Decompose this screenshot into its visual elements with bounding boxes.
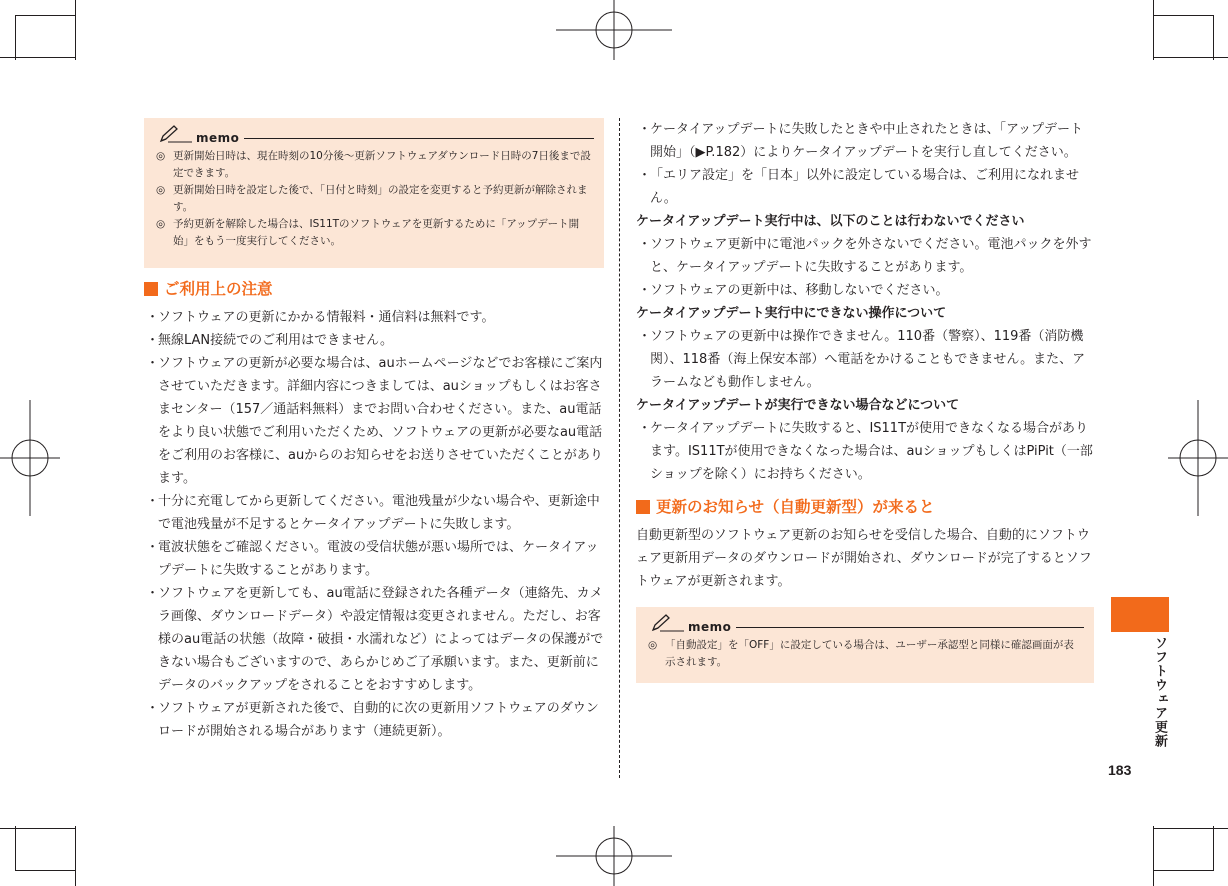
list-item: ・ ソフトウェア更新中に電池パックを外さないでください。電池パックを外すと、ケータイアップデートに失敗することがあります。 [638, 237, 1092, 275]
memo-box-right [636, 607, 1094, 683]
section-title-update-notice: 更新のお知らせ（自動更新型）が来ると [636, 496, 1094, 518]
chapter-tab [1111, 597, 1169, 632]
memo-label: memo [196, 131, 240, 145]
square-bullet-icon [636, 500, 650, 514]
subheading: ケータイアップデート実行中は、以下のことは行わないでください [636, 214, 1025, 229]
right-column [636, 118, 1094, 683]
memo-item: ◎ 予約更新を解除した場合は、IS11Tのソフトウェアを更新するために「アップデート開始」をもう一度実行してください。 [156, 218, 580, 247]
list-item: ・ ケータイアップデートに失敗すると、IS11Tが使用できなくなる場合があります。IS11Tが使用できなくなった場合は、auショップもしくはPiPit（一部ショップを除く）にお持ちください。 [638, 421, 1093, 482]
registration-mark-right [1168, 400, 1228, 516]
list-item: ・ 「エリア設定」を「日本」以外に設定している場合は、ご利用になれません。 [638, 168, 1080, 206]
list-item: ・ ソフトウェアが更新された後で、自動的に次の更新用ソフトウェアのダウンロードが開始される場合があります（連続更新）。 [146, 701, 599, 739]
memo-item: ◎ 更新開始日時は、現在時刻の10分後～更新ソフトウェアダウンロード日時の7日後まで設定できます。 [156, 150, 591, 179]
memo-item: ◎ 「自動設定」を「OFF」に設定している場合は、ユーザー承認型と同様に確認画面が表示されます。 [648, 639, 1074, 668]
subheading: ケータイアップデート実行中にできない操作について [636, 306, 947, 321]
list-item: ・ ソフトウェアの更新にかかる情報料・通信料は無料です。 [146, 310, 495, 325]
memo-rule [736, 627, 1084, 628]
list-item: ・ 無線LAN接続でのご利用はできません。 [146, 333, 393, 348]
subheading: ケータイアップデートが実行できない場合などについて [636, 398, 960, 413]
pencil-icon [158, 124, 194, 144]
memo-label: memo [688, 620, 732, 634]
square-bullet-icon [144, 282, 158, 296]
chapter-tab-label: ソフトウェア更新 [1152, 636, 1167, 748]
memo-box-left [144, 118, 604, 268]
list-item: ・ ソフトウェアの更新中は操作できません。110番（警察）、119番（消防機関）、118番（海上保安本部）へ電話をかけることもできません。また、アラームなども動作しません。 [638, 329, 1086, 390]
column-divider [619, 118, 620, 778]
list-item: ・ 十分に充電してから更新してください。電池残量が少ない場合や、更新途中で電池残量が不足するとケータイアップデートに失敗します。 [146, 494, 600, 532]
section-title-usage-notes: ご利用上の注意 [144, 278, 604, 300]
list-item: ・ 電波状態をご確認ください。電波の受信状態が悪い場所では、ケータイアップデートに失敗することがあります。 [146, 540, 599, 578]
registration-mark-bottom [556, 826, 672, 886]
memo-item: ◎ 更新開始日時を設定した後で、「日付と時刻」の設定を変更すると予約更新が解除されます。 [156, 184, 588, 213]
paragraph: 自動更新型のソフトウェア更新のお知らせを受信した場合、自動的にソフトウェア更新用データのダウンロードが開始され、ダウンロードが完了するとソフトウェアが更新されます。 [636, 528, 1092, 589]
page-number: 183 [1108, 762, 1132, 778]
left-column [144, 118, 604, 743]
usage-notes-list [144, 306, 604, 743]
memo-header [156, 122, 594, 148]
registration-mark-top [556, 0, 672, 60]
pencil-icon [650, 613, 686, 633]
memo-header [648, 611, 1084, 637]
registration-mark-left [0, 400, 60, 516]
memo-rule [244, 138, 594, 139]
list-item: ・ ソフトウェアを更新しても、au電話に登録された各種データ（連絡先、カメラ画像、ダウンロードデータ）や設定情報は変更されません。ただし、お客様のau電話の状態（故障・破損・水濡れなど）によってはデータの保護ができない場合もございますので、あらかじめご了承願います。また、更新前にデータのバックアップをされることをおすすめします。 [146, 586, 604, 693]
list-item: ・ ケータイアップデートに失敗したときや中止されたときは、「アップデート開始」（▶P.182）によりケータイアップデートを実行し直してください。 [638, 122, 1084, 160]
list-item: ・ ソフトウェアの更新中は、移動しないでください。 [638, 283, 949, 298]
list-item: ・ ソフトウェアの更新が必要な場合は、auホームページなどでお客様にご案内させていただきます。詳細内容につきましては、auショップもしくはお客さまセンター（157／通話料無料）までお問い合わせください。また、au電話をより良い状態でご利用いただくため、ソフトウェアの更新が必要なau電話をご利用のお客様に、auからのお知らせをお送りさせていただくことがあります。 [146, 356, 603, 486]
